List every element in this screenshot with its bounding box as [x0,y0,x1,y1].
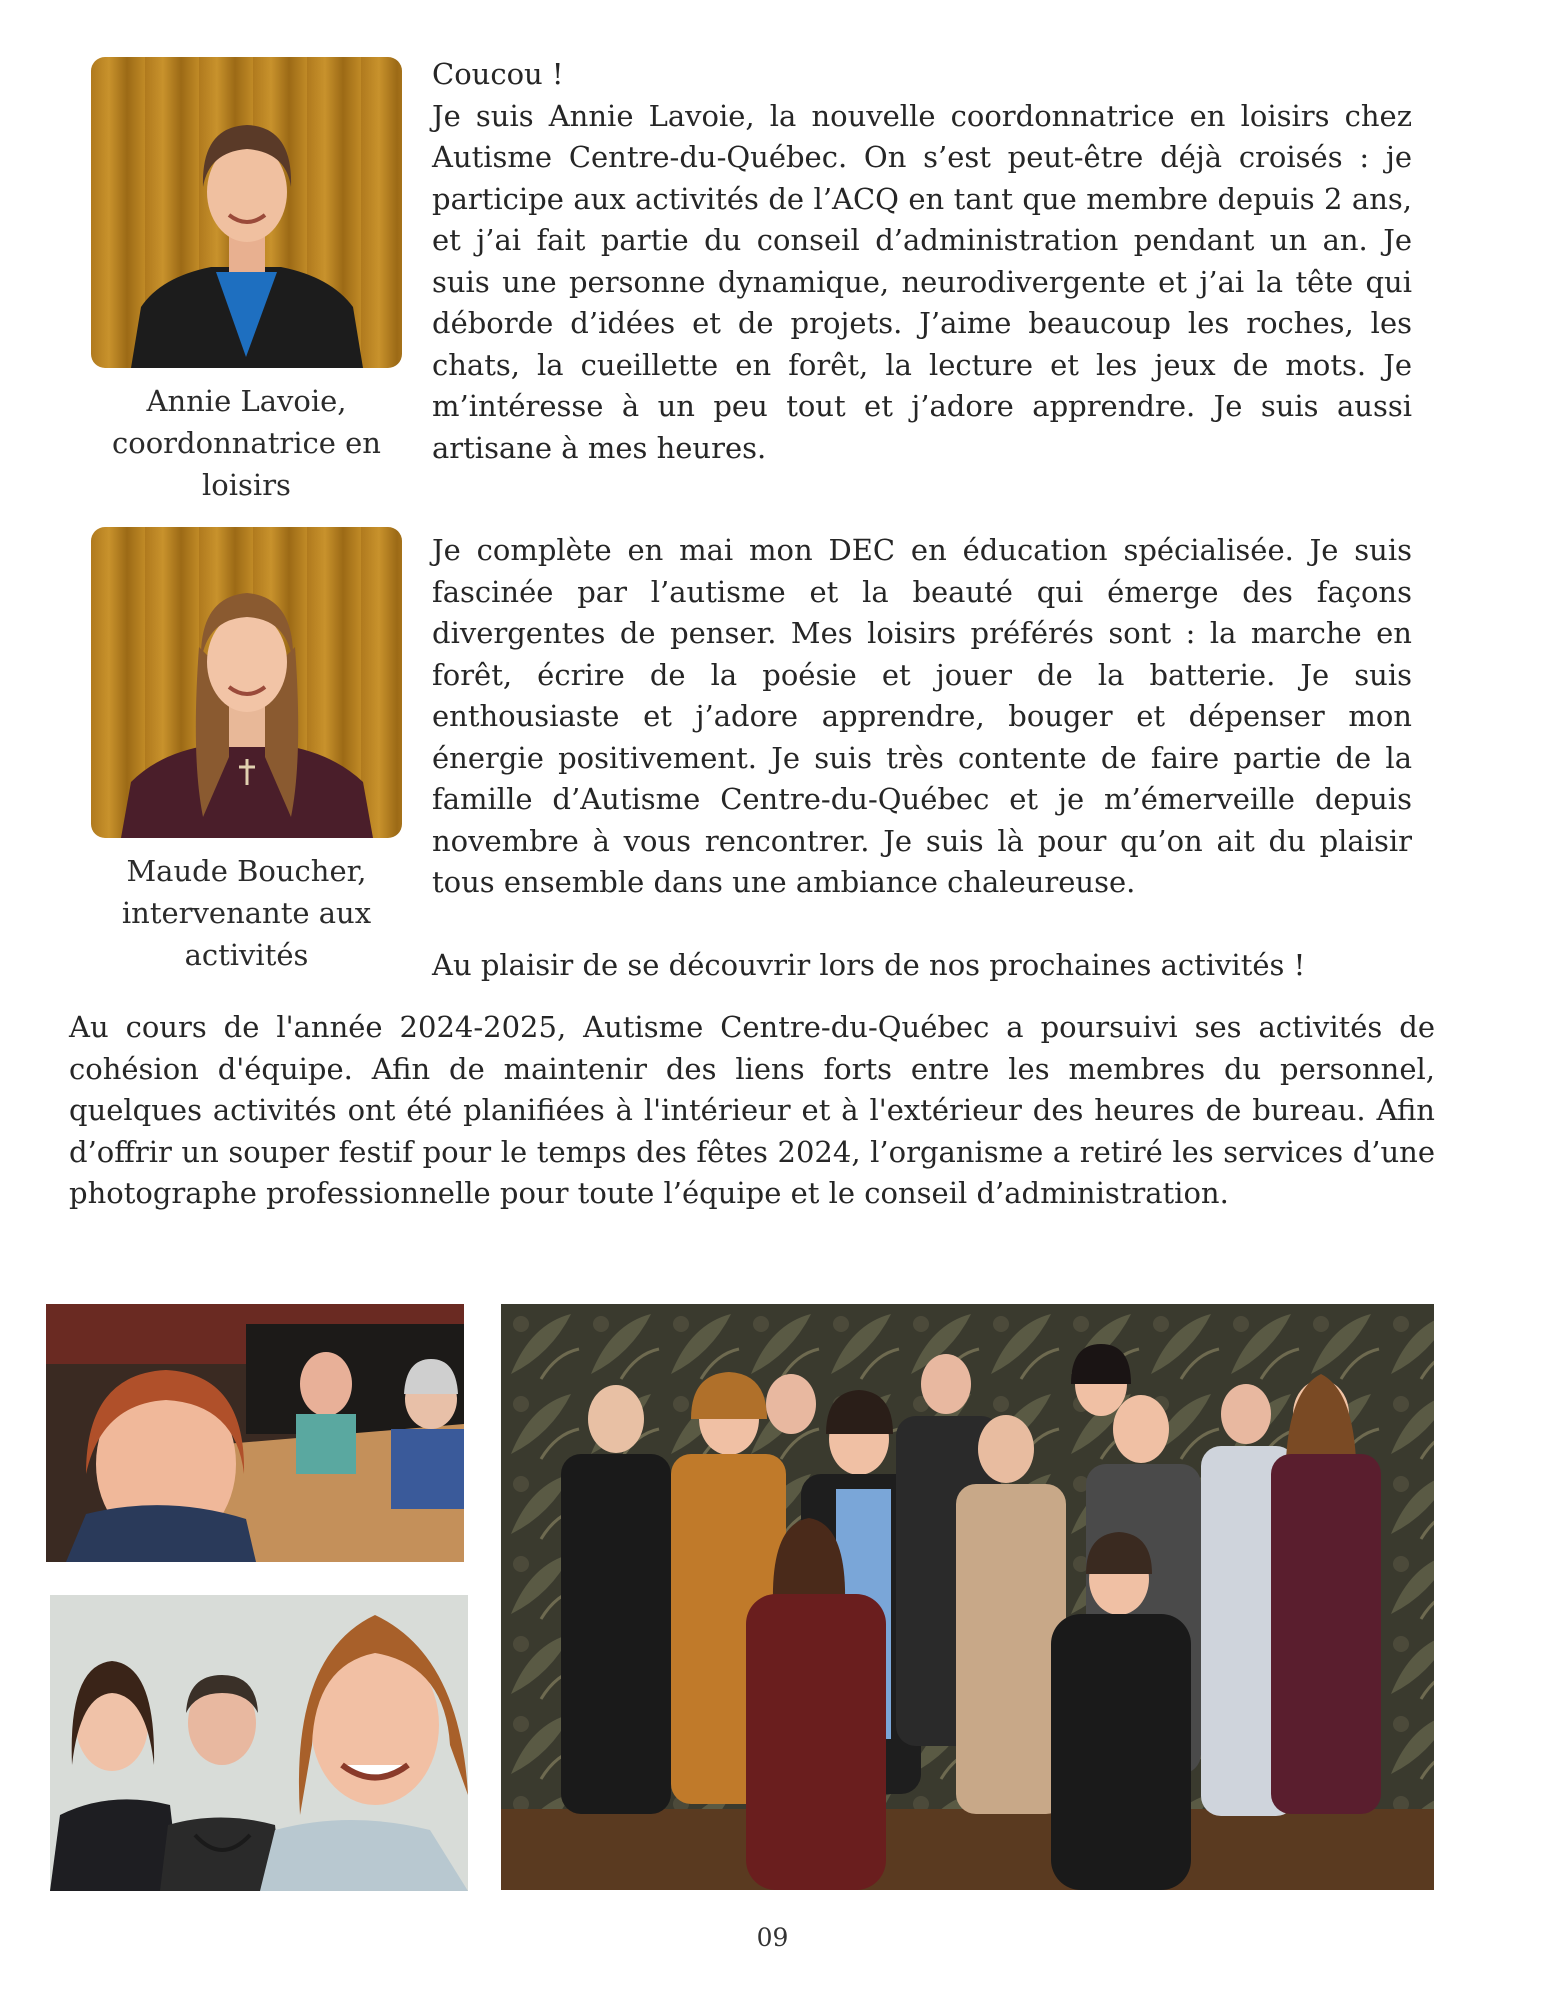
annie-caption [91,380,402,506]
trio-selfie-image [50,1595,468,1891]
annie-bio: Je suis Annie Lavoie, la nouvelle coordonnatrice en loisirs chez Autisme Centre-du-Québec. On s’est peut-être déjà croisés : je participe aux activités de l’ACQ en tant que membre depuis 2 ans, et j’ai fait partie du conseil d’administration pendant un an. Je suis une personne dynamique, neurodivergente et j’ai la tête qui déborde d’idées et de projets. J’aime beaucoup les roches, les chats, la cueillette en forêt, la lecture et les jeux de mots. Je m’intéresse à un peu tout et j’adore apprendre. Je suis aussi artisane à mes heures. [432,98,1412,465]
maude-portrait-image [91,527,402,838]
maude-portrait [91,527,402,838]
restaurant-selfie-image [46,1304,464,1562]
annie-greeting: Coucou ! [432,57,564,91]
maude-caption-line2: intervenante aux [121,896,372,930]
maude-text-block [432,530,1412,986]
maude-caption-line1: Maude Boucher, [126,854,367,888]
trio-selfie-photo [50,1595,468,1891]
maude-caption [91,850,402,976]
annie-portrait-image [91,57,402,368]
annie-caption-line3: loisirs [202,468,291,502]
restaurant-selfie-photo [46,1304,464,1562]
annie-caption-line2: coordonnatrice en [112,426,381,460]
page-number: 09 [756,1923,789,1952]
annie-caption-line1: Annie Lavoie, [146,384,347,418]
team-section [69,1007,1435,1215]
team-paragraph: Au cours de l'année 2024-2025, Autisme Centre-du-Québec a poursuivi ses activités de cohésion d'équipe. Afin de maintenir des liens forts entre les membres du personnel, quelques activités ont été planifiées à l'intérieur et à l'extérieur des heures de bureau. Afin d’offrir un souper festif pour le temps des fêtes 2024, l’organisme a retiré les services d’une photographe professionnelle pour toute l’équipe et le conseil d’administration. [69,1010,1435,1210]
annie-portrait [91,57,402,368]
annie-text-block [432,54,1412,469]
maude-closing: Au plaisir de se découvrir lors de nos prochaines activités ! [432,947,1306,982]
maude-bio: Je complète en mai mon DEC en éducation spécialisée. Je suis fascinée par l’autisme et la beauté qui émerge des façons divergentes de penser. Mes loisirs préférés sont : la marche en forêt, écrire de la poésie et jouer de la batterie. Je suis enthousiaste et j’adore apprendre, bouger et dépenser mon énergie positivement. Je suis très contente de faire partie de la famille d’Autisme Centre-du-Québec et je m’émerveille depuis novembre à vous rencontrer. Je suis là pour qu’on ait du plaisir tous ensemble dans une ambiance chaleureuse. [432,533,1412,899]
team-group-photo [501,1304,1434,1890]
maude-caption-line3: activités [184,938,309,972]
team-group-image [501,1304,1434,1890]
